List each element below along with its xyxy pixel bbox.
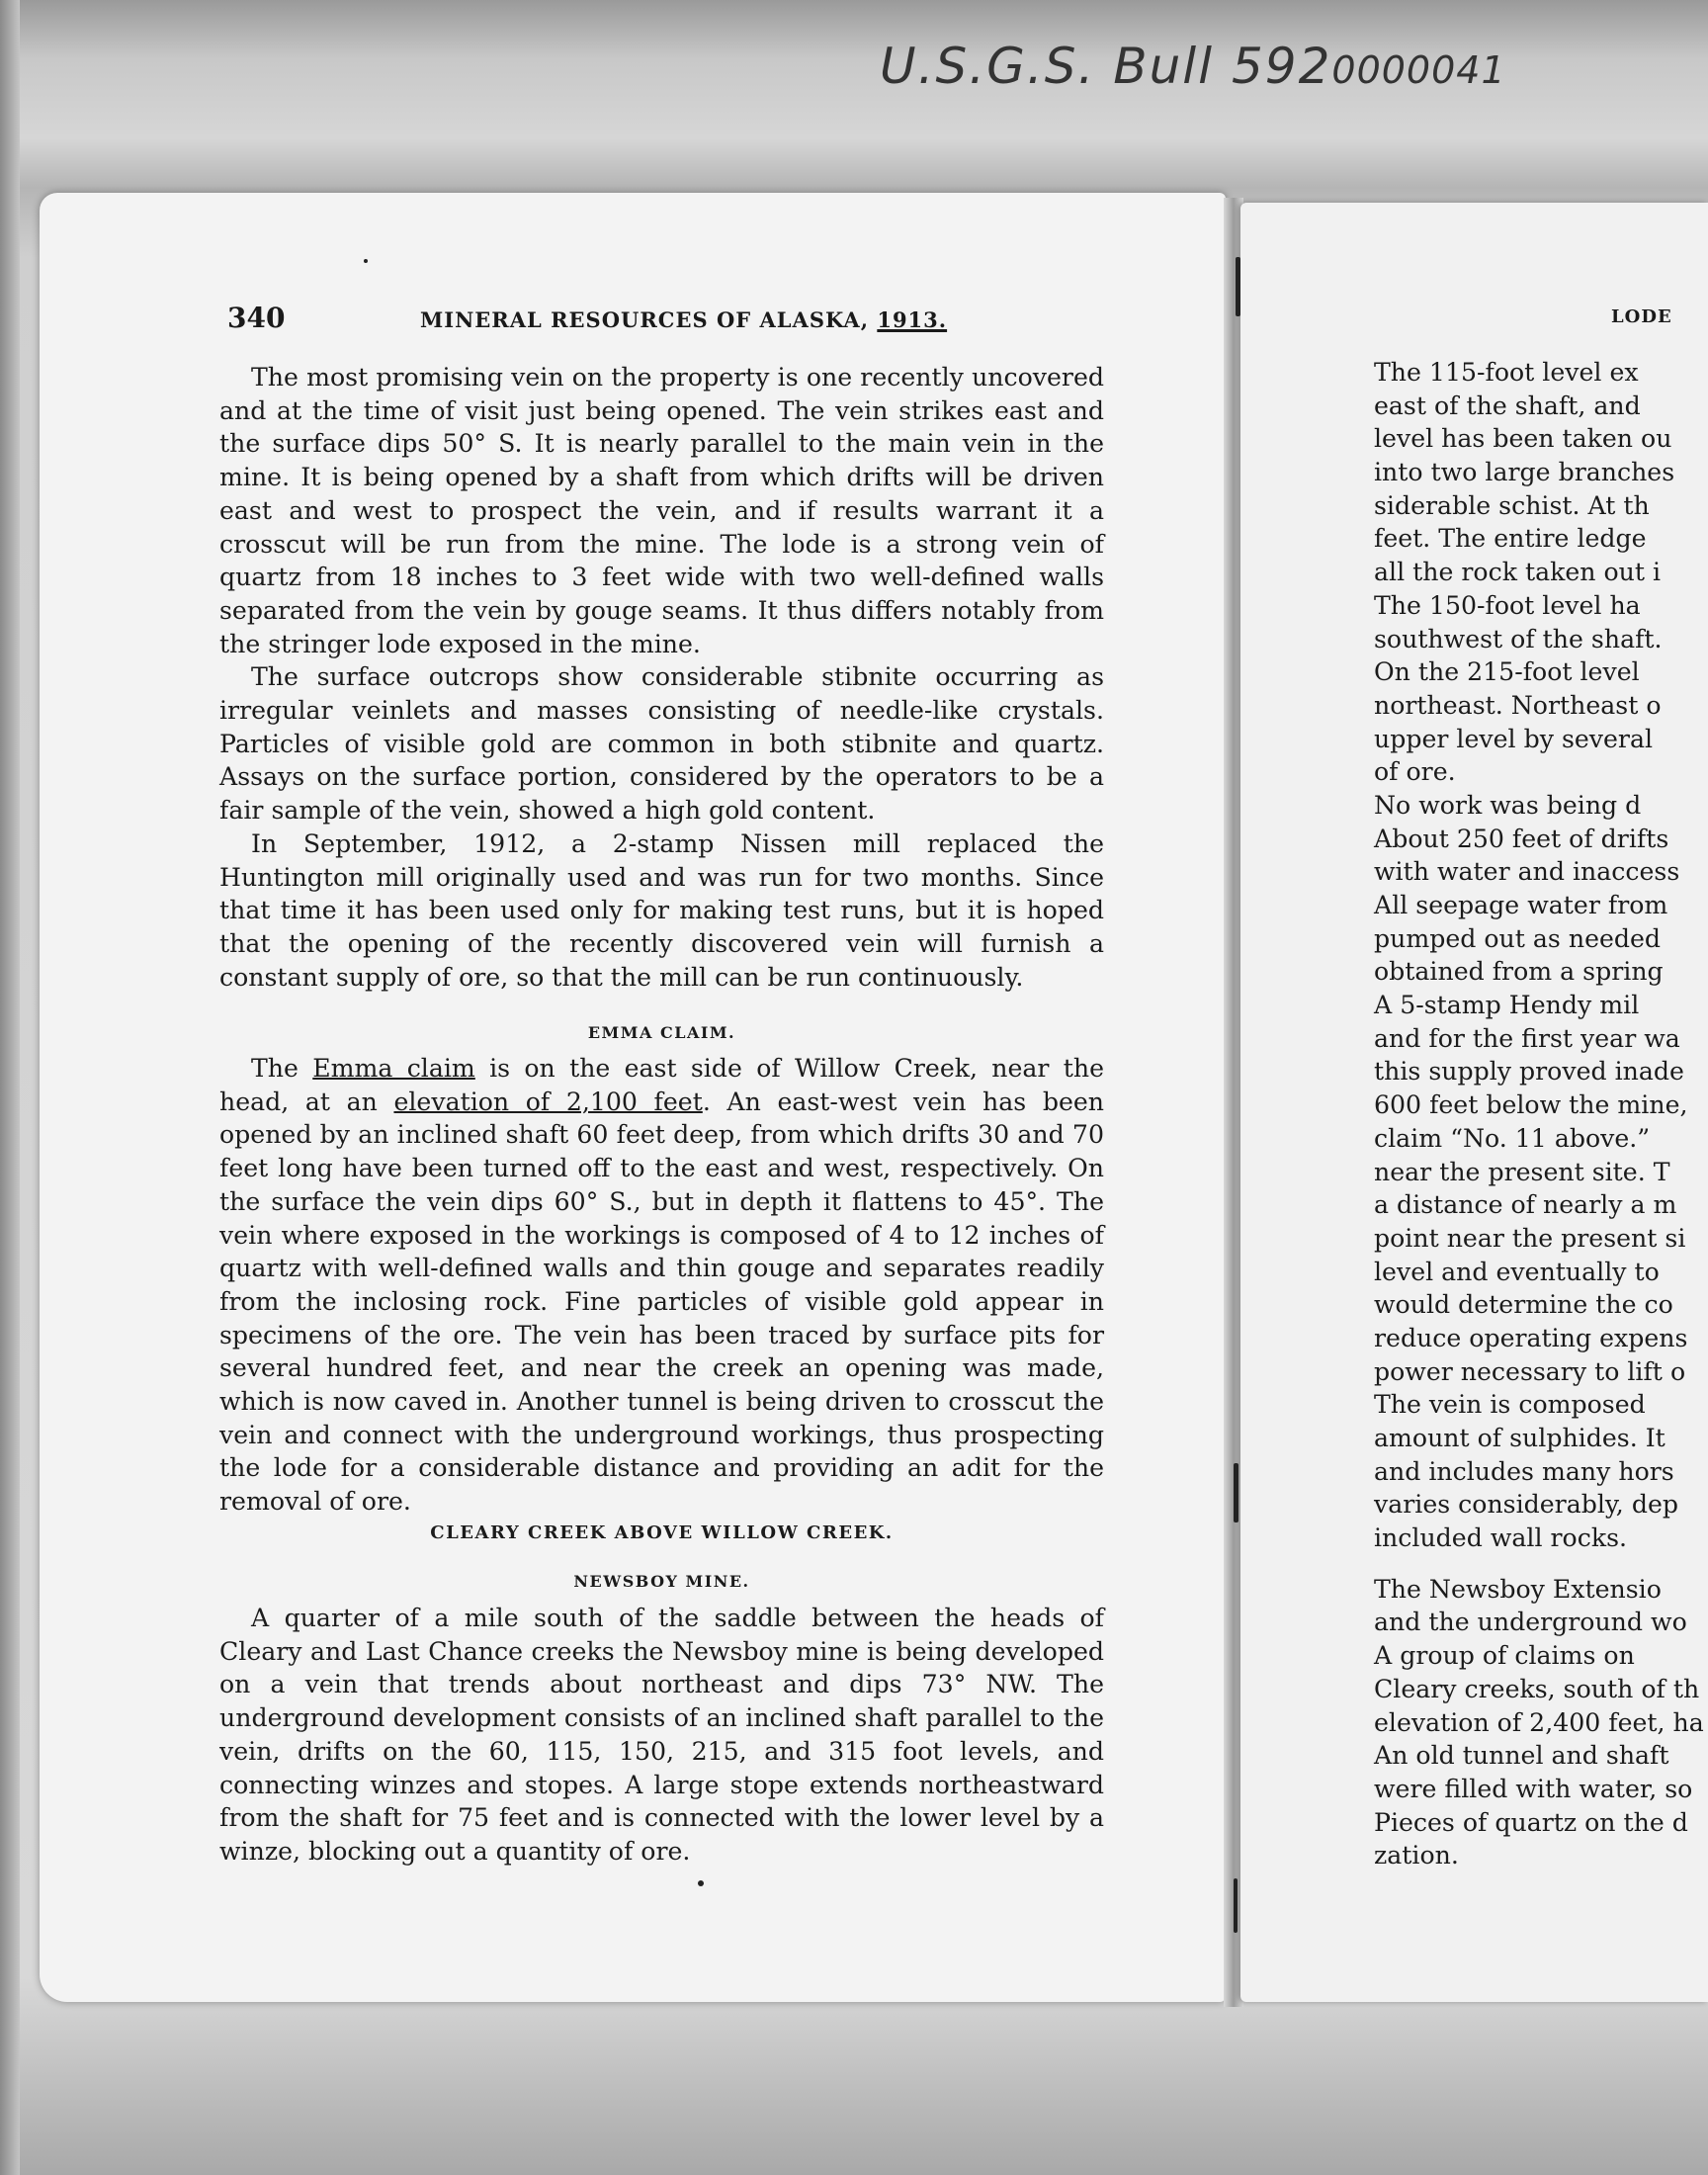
- right-line: siderable schist. At th: [1374, 490, 1650, 520]
- right-line: were filled with water, so: [1374, 1774, 1693, 1803]
- emma-text-2: is on the east side of Willow Creek, near the head, at an: [219, 1054, 1105, 1116]
- page-header: [227, 302, 1097, 341]
- right-line: and includes many hors: [1374, 1456, 1674, 1486]
- right-line: obtained from a spring: [1374, 957, 1664, 987]
- stamp-number: 0000041: [1331, 48, 1506, 92]
- right-line: reduce operating expens: [1374, 1323, 1688, 1352]
- right-line: elevation of 2,400 feet, ha: [1374, 1707, 1704, 1737]
- scan-speck: [364, 259, 368, 263]
- right-line: The vein is composed: [1374, 1390, 1646, 1420]
- emma-text-1: The: [251, 1054, 313, 1083]
- right-line: included wall rocks.: [1374, 1523, 1628, 1553]
- right-line: east of the shaft, and: [1374, 391, 1641, 420]
- body-paragraph: The surface outcrops show considerable stibnite occurring as irregular veinlets and masses consisting of needle-like crystals. Particles of visible gold are common in both stibnite and quartz. Assays on the surface portion, considered by the operators to be a fair sample of the vein, showed a high gold content.: [219, 662, 1104, 826]
- newsboy-body: [219, 1602, 1104, 1869]
- handwritten-bulletin-note: U.S.G.S. Bull 592: [880, 38, 1332, 95]
- right-running-title: LODE: [1611, 306, 1672, 327]
- emma-body: [219, 1052, 1104, 1519]
- body-paragraph: The most promising vein on the property is one recently uncovered and at the time of visit just being opened. The vein strikes east and the surface dips 50° S. It is nearly parallel to the main vein in the mine. It is being opened by a shaft from which drifts will be driven east and west to prospect the vein, and if results warrant it a crosscut will be run from the mine. The lode is a strong vein of quartz from 18 inches to 3 feet wide with two well-defined walls separated from the vein by gouge seams. It thus differs notably from the stringer lode exposed in the mine.: [219, 363, 1104, 658]
- newsboy-paragraph: A quarter of a mile south of the saddle between the heads of Cleary and Last Chance creeks the Newsboy mine is being developed on a vein that trends about northeast and dips 73° NW. The underground development consists of an inclined shaft parallel to the vein, drifts on the 60, 115, 150, 215, and 315 foot levels, and connecting winzes and stopes. A large stope extends northeastward from the shaft for 75 feet and is connected with the lower level by a winze, blocking out a quantity of ore.: [219, 1604, 1104, 1866]
- emma-section: [219, 1016, 1104, 1050]
- right-page: [1240, 203, 1708, 2002]
- right-line: Pieces of quartz on the d: [1374, 1807, 1688, 1837]
- right-line: The Newsboy Extensio: [1374, 1574, 1662, 1604]
- right-line: all the rock taken out i: [1374, 558, 1662, 587]
- right-line: of ore.: [1374, 757, 1456, 787]
- right-line: A 5-stamp Hendy mil: [1374, 991, 1640, 1020]
- right-line: The 115-foot level ex: [1374, 358, 1639, 387]
- right-column-text: [1374, 356, 1708, 1872]
- right-line: level has been taken ou: [1374, 424, 1672, 454]
- right-line: varies considerably, dep: [1374, 1490, 1678, 1520]
- binding-mark: [1234, 1878, 1238, 1933]
- right-line: into two large branches: [1374, 458, 1675, 487]
- right-line: point near the present si: [1374, 1223, 1686, 1253]
- right-line: level and eventually to: [1374, 1257, 1660, 1286]
- right-line: On the 215-foot level: [1374, 657, 1640, 687]
- right-line: a distance of nearly a m: [1374, 1190, 1677, 1220]
- right-line: and the underground wo: [1374, 1608, 1687, 1637]
- right-line: would determine the co: [1374, 1290, 1673, 1320]
- right-line: northeast. Northeast o: [1374, 690, 1662, 720]
- cleary-section: [219, 1517, 1104, 1550]
- left-column-top: [219, 361, 1104, 994]
- right-line: southwest of the shaft.: [1374, 624, 1663, 653]
- binding-mark: [1234, 1463, 1238, 1522]
- right-line: amount of sulphides. It: [1374, 1424, 1665, 1452]
- right-line: No work was being d: [1374, 790, 1642, 820]
- section-heading-cleary-creek: CLEARY CREEK ABOVE WILLOW CREEK.: [430, 1522, 894, 1543]
- right-line: feet. The entire ledge: [1374, 524, 1647, 554]
- right-line: About 250 feet of drifts: [1374, 824, 1669, 853]
- scan-speck: [698, 1880, 704, 1886]
- right-line: All seepage water from: [1374, 891, 1668, 919]
- right-line: this supply proved inade: [1374, 1057, 1684, 1087]
- emma-paragraph: [219, 1052, 1104, 1519]
- right-line: The 150-foot level ha: [1374, 590, 1641, 620]
- right-line: A group of claims on: [1374, 1641, 1635, 1671]
- section-heading-emma-claim: EMMA CLAIM.: [587, 1023, 736, 1042]
- newsboy-section: [219, 1565, 1104, 1599]
- right-section-gap: [1374, 1555, 1708, 1573]
- right-line: 600 feet below the mine,: [1374, 1090, 1688, 1120]
- right-line: An old tunnel and shaft: [1374, 1741, 1669, 1771]
- section-heading-newsboy-mine: NEWSBOY MINE.: [573, 1572, 750, 1591]
- body-paragraph: In September, 1912, a 2-stamp Nissen mill replaced the Huntington mill originally used and was run for two months. Since that time it has been used only for making test runs, but it is hoped that the opening of the recently discovered vein will furnish a constant supply of ore, so that the mill can be run continuously.: [219, 828, 1104, 992]
- running-title-text: MINERAL RESOURCES OF ALASKA,: [420, 307, 870, 332]
- handwritten-annotation: [880, 38, 1506, 127]
- right-line: and for the first year wa: [1374, 1023, 1680, 1053]
- right-line: Cleary creeks, south of th: [1374, 1674, 1700, 1703]
- right-line: near the present site. T: [1374, 1157, 1670, 1186]
- page-number: 340: [227, 302, 286, 334]
- emma-text-3: . An east-west vein has been opened by an inclined shaft 60 feet deep, from which drifts 30 and 70 feet long have been turned off to the east and west, respectively. On the surface the vein dips 60° S., but in depth it flattens to 45°. The vein where exposed in the workings is composed of 4 to 12 inches of quartz with well-defined walls and thin gouge and separates readily from the inclosing rock. Fine particles of visible gold appear in specimens of the ore. The vein has been traced by surface pits for several hundred feet, and near the creek an opening was made, which is now caved in. Another tunnel is being driven to crosscut the vein and connect with the underground workings, thus prospecting the lode for a considerable distance and providing an adit for the removal of ore.: [219, 1087, 1104, 1517]
- underlined-emma-claim: Emma claim: [312, 1054, 475, 1083]
- running-title: [420, 307, 947, 332]
- binding-mark: [1236, 257, 1240, 316]
- right-line: claim “No. 11 above.”: [1374, 1123, 1651, 1153]
- right-line: pumped out as needed: [1374, 923, 1662, 953]
- right-line: zation.: [1374, 1841, 1459, 1870]
- right-line: power necessary to lift o: [1374, 1356, 1686, 1386]
- running-title-year: 1913.: [877, 307, 948, 332]
- underlined-elevation: elevation of 2,100 feet: [393, 1087, 703, 1116]
- right-line: upper level by several: [1374, 724, 1654, 753]
- right-line: with water and inaccess: [1374, 857, 1680, 887]
